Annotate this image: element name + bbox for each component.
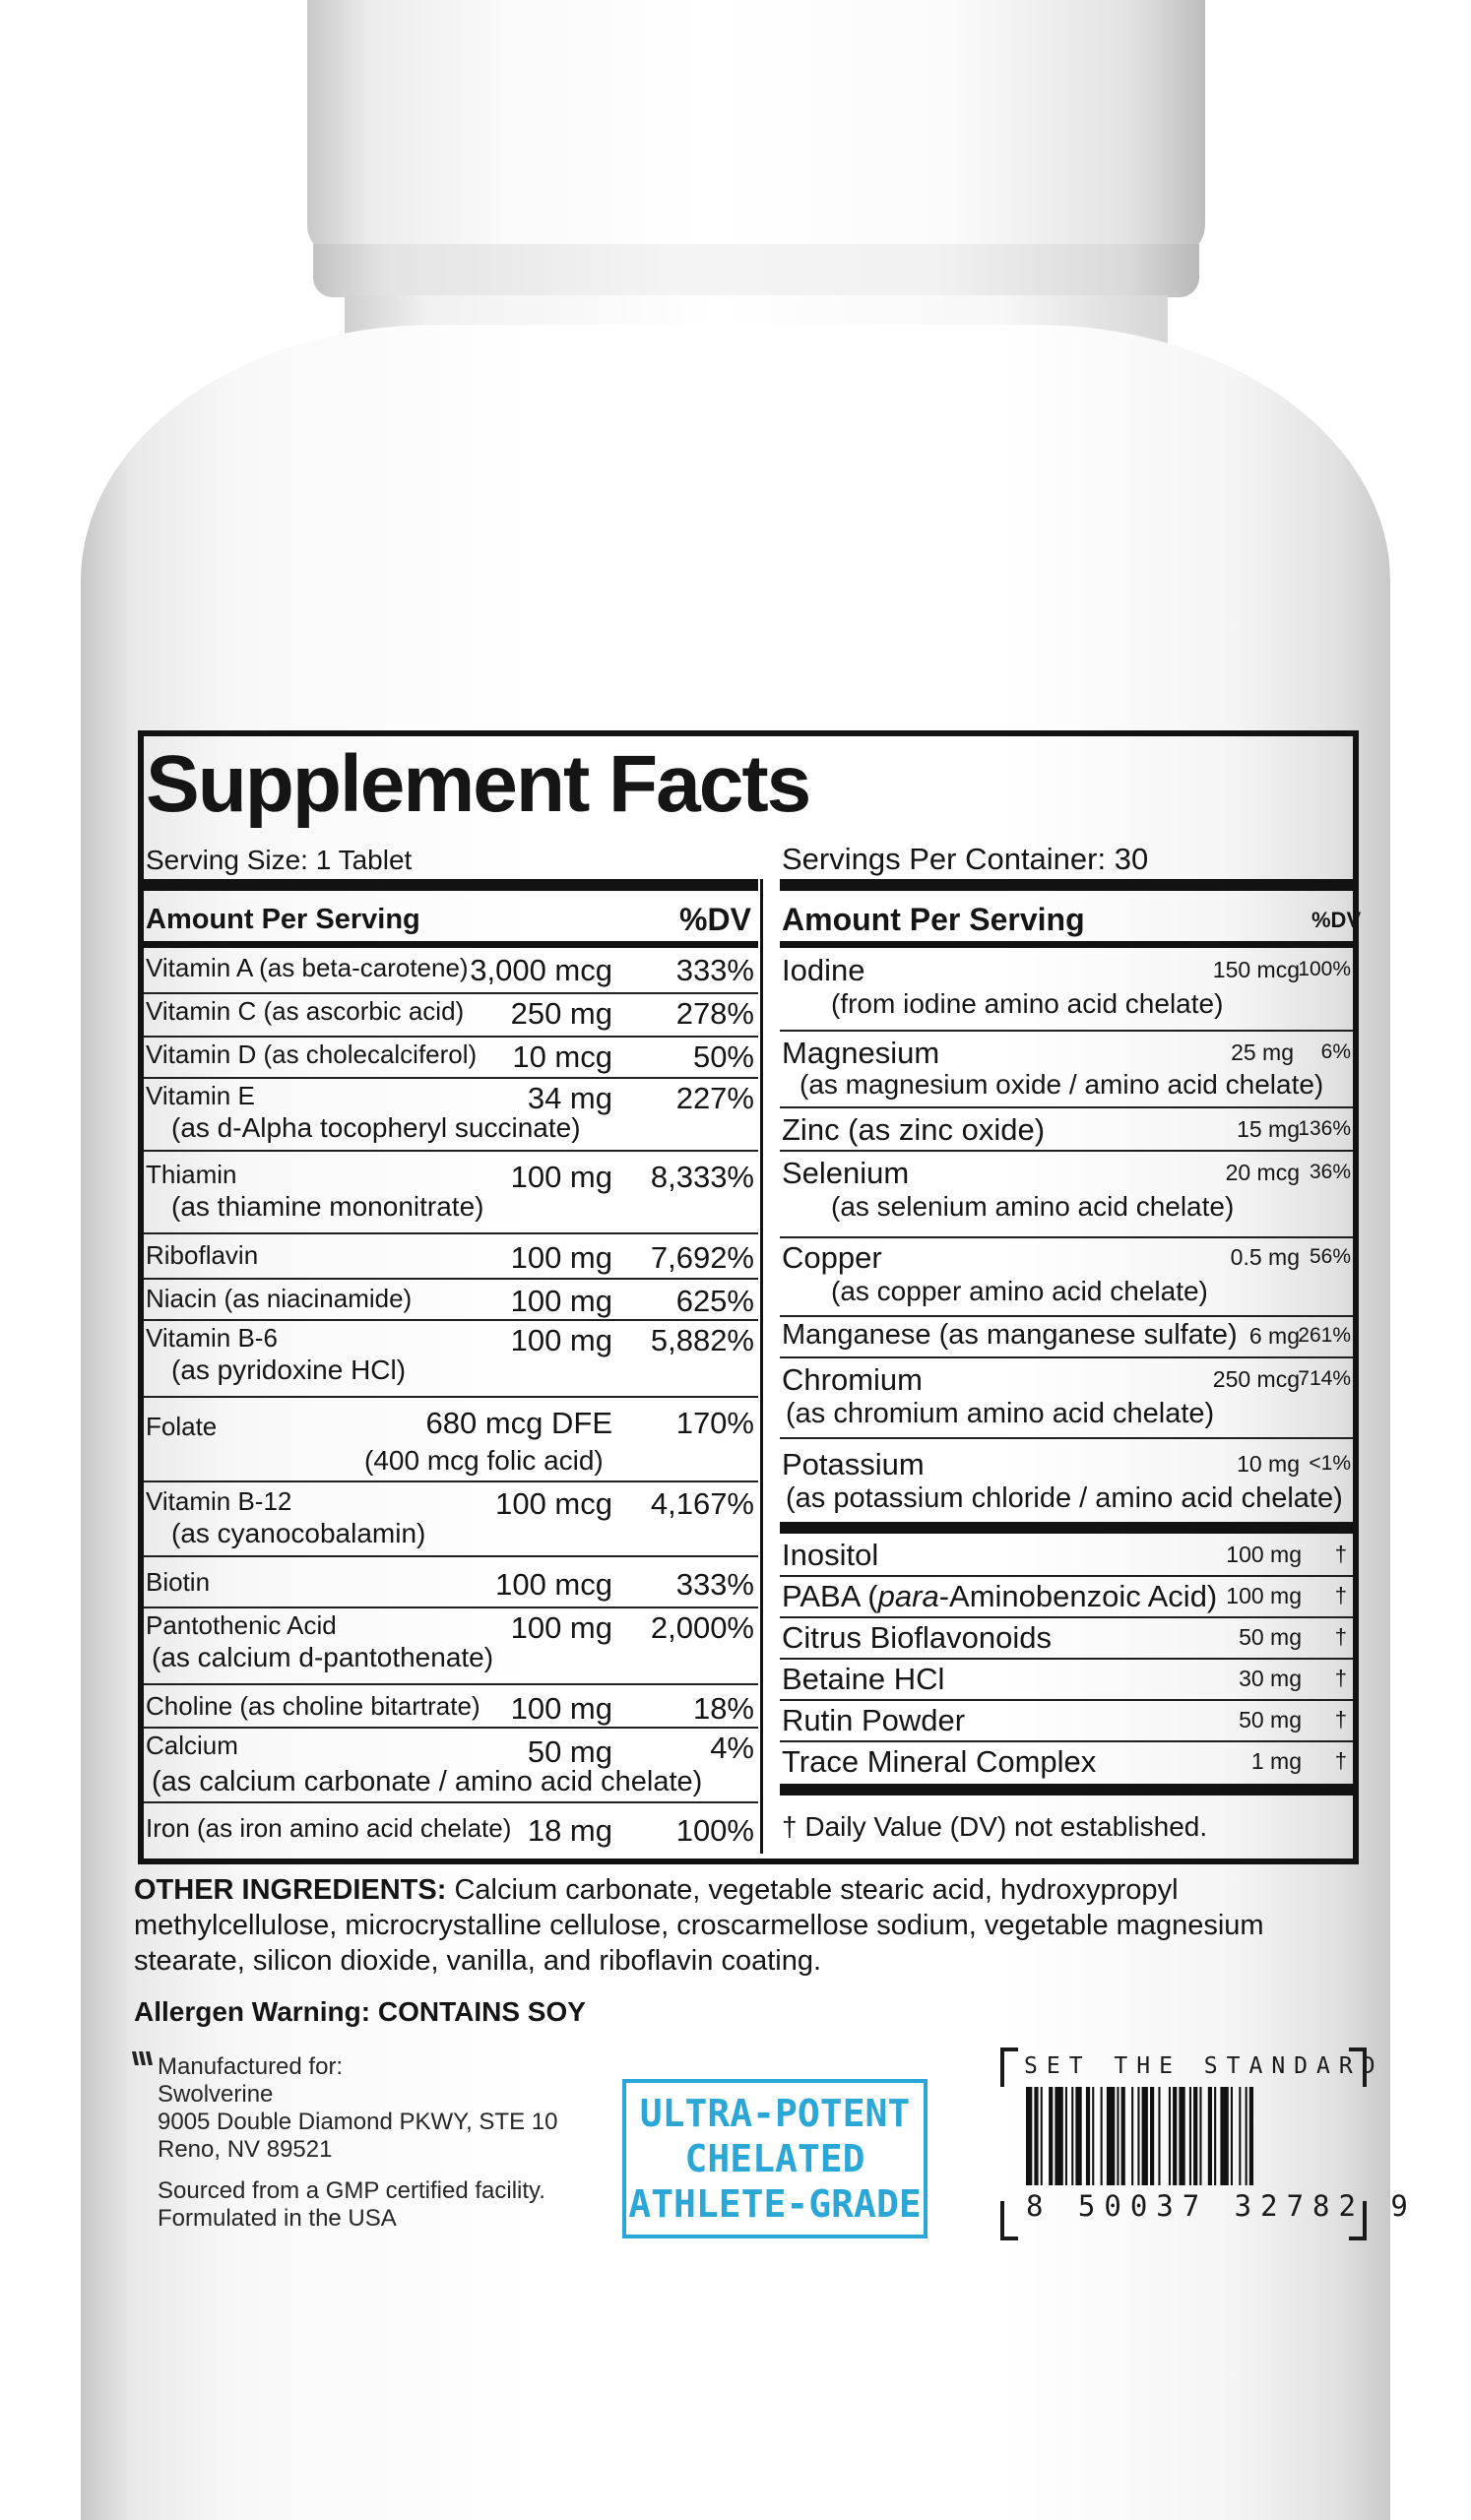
subheader-rule-left [144,941,758,948]
ingredient-dv: † [1334,1748,1347,1773]
nutrient-name: Vitamin E [146,1081,255,1110]
ultra-potent-badge [622,2079,927,2238]
nutrient-amount: 100 mg [510,1610,612,1645]
ingredient-amount: 100 mg [1226,1542,1302,1567]
ingredient-name: Betaine HCl [782,1662,945,1696]
nutrient-row [146,1083,756,1146]
nutrient-row [146,998,756,1034]
nutrient-dv: 227% [675,1081,754,1115]
ingredient-dv: † [1334,1583,1347,1607]
nutrient-amount: 10 mcg [512,1040,612,1074]
nutrient-dv: 333% [675,1567,754,1602]
nutrient-source: (as cyanocobalamin) [171,1518,426,1548]
ingredient-row [782,1540,1351,1575]
ingredient-dv: † [1334,1624,1347,1649]
ingredient-row [782,1622,1351,1658]
nutrient-amount: 34 mg [527,1081,612,1115]
nutrient-source: (as selenium amino acid chelate) [831,1191,1235,1222]
badge-line-3: ATHLETE-GRADE [628,2182,922,2226]
brand-mark-icon [132,2051,154,2070]
nutrient-amount: 18 mg [527,1813,612,1848]
nutrient-name: Vitamin C (as ascorbic acid) [146,996,465,1026]
nutrient-amount: 10 mg [1237,1451,1300,1477]
nutrient-name: Riboflavin [146,1240,259,1270]
brand-name: Swolverine [158,2081,274,2108]
gmp-statement: Sourced from a GMP certified facility. [158,2177,545,2204]
nutrient-dv: 625% [675,1284,754,1318]
nutrient-dv: 2,000% [650,1610,754,1645]
nutrient-dv: 8,333% [650,1160,754,1194]
right-dv-header: %DV [1311,908,1362,932]
nutrient-dv: 18% [692,1691,754,1726]
ingredient-row [782,1664,1351,1699]
nutrient-source: (as d-Alpha tocopheryl succinate) [171,1112,581,1143]
nutrient-dv: 136% [1298,1117,1351,1140]
nutrient-row [782,1114,1351,1150]
nutrient-source: (as chromium amino acid chelate) [786,1398,1215,1429]
ingredient-amount: 1 mg [1250,1748,1302,1774]
nutrient-amount: 15 mg [1237,1116,1300,1142]
nutrient-row [782,1364,1351,1433]
ingredient-name: Inositol [782,1538,879,1572]
nutrient-amount: 100 mg [510,1160,612,1194]
other-ingredients [134,1872,1375,1979]
nutrient-dv: 36% [1309,1161,1351,1183]
nutrient-name: Chromium [782,1362,923,1397]
set-the-standard-tagline: SET THE STANDARD [1024,2053,1384,2079]
origin-statement: Formulated in the USA [158,2205,397,2232]
nutrient-amount: 100 mg [510,1284,612,1318]
nutrient-row [146,1242,756,1278]
nutrient-name: Biotin [146,1567,211,1597]
nutrient-name: Vitamin A (as beta-carotene) [146,953,469,982]
allergen-label: Allergen Warning: [134,1996,371,2027]
nutrient-amount: 20 mcg [1225,1160,1300,1185]
nutrient-source: (as copper amino acid chelate) [831,1276,1208,1306]
serving-size: Serving Size: 1 Tablet [146,845,413,875]
ingredient-dv: † [1334,1666,1347,1690]
ingredient-name: Trace Mineral Complex [782,1744,1097,1779]
nutrient-row [146,1488,756,1551]
nutrient-row [146,1041,756,1077]
nutrient-name: Pantothenic Acid [146,1610,337,1640]
nutrient-row [146,1569,756,1605]
nutrient-amount: 50 mg [527,1734,612,1769]
nutrient-dv: 56% [1309,1245,1351,1268]
nutrient-name: Zinc (as zinc oxide) [782,1112,1046,1147]
ingredient-amount: 50 mg [1239,1624,1302,1650]
nutrient-dv: 261% [1298,1324,1351,1347]
nutrient-dv: 333% [675,953,754,987]
nutrient-dv: 100% [675,1813,754,1848]
nutrient-name: Selenium [782,1156,910,1190]
nutrient-row [146,1732,756,1796]
subheader-rule-right [780,941,1353,948]
nutrient-amount: 0.5 mg [1230,1244,1300,1270]
nutrient-amount: 250 mg [510,996,612,1031]
nutrient-row [146,1325,756,1388]
manufactured-for: Manufactured for: [158,2053,344,2080]
nutrient-source: (as calcium carbonate / amino acid chelate) [152,1766,703,1797]
upc-number: 8 50037 32782 9 [1026,2189,1417,2223]
nutrient-row [782,1449,1351,1518]
nutrient-dv: 170% [675,1406,754,1440]
badge-line-2: CHELATED [684,2137,865,2180]
servings-per-container: Servings Per Container: 30 [782,842,1149,876]
header-rule-right [780,879,1353,891]
nutrient-name: Vitamin B-6 [146,1323,278,1353]
nutrient-row [146,1815,756,1851]
nutrient-dv: 100% [1298,958,1351,980]
nutrient-row [782,1321,1351,1356]
nutrient-amount: 680 mcg DFE [425,1406,612,1440]
other-ingredients-rule [780,1522,1353,1534]
ingredient-name: PABA (para-Aminobenzoic Acid) [782,1579,1218,1613]
nutrient-row [146,1612,756,1675]
daily-value-footnote: † Daily Value (DV) not established. [782,1811,1208,1842]
nutrient-dv: 7,692% [650,1240,754,1275]
nutrient-name: Folate [146,1412,218,1441]
nutrient-row [146,1408,756,1479]
barcode-icon [1022,2087,1347,2185]
nutrient-dv: 278% [675,996,754,1031]
ingredient-row [782,1581,1351,1616]
allergen-warning [134,1996,586,2028]
right-amount-header: Amount Per Serving [782,902,1085,937]
nutrient-dv: 714% [1298,1367,1351,1390]
nutrient-source: (as pyridoxine HCl) [171,1354,407,1385]
nutrient-dv: 5,882% [650,1323,754,1357]
ingredient-name: Rutin Powder [782,1703,966,1737]
nutrient-amount: 100 mcg [495,1567,612,1602]
nutrient-name: Vitamin B-12 [146,1486,292,1516]
nutrient-row [146,1693,756,1729]
nutrient-name: Copper [782,1240,882,1275]
left-dv-header: %DV [679,902,751,937]
nutrient-amount: 6 mg [1248,1323,1300,1349]
nutrient-row [146,1162,756,1225]
nutrient-name: Manganese (as manganese sulfate) [782,1319,1238,1351]
badge-line-1: ULTRA-POTENT [639,2092,911,2135]
ingredient-row [782,1746,1351,1782]
nutrient-row [782,955,1351,1024]
address-line-2: Reno, NV 89521 [158,2136,333,2163]
nutrient-name: Calcium [146,1731,238,1760]
header-rule-left [144,879,758,891]
nutrient-amount: 100 mg [510,1323,612,1357]
nutrient-name: Thiamin [146,1160,237,1189]
ingredient-amount: 30 mg [1239,1666,1302,1691]
other-ingredients-label: OTHER INGREDIENTS: [134,1874,447,1906]
nutrient-amount: 250 mcg [1212,1366,1300,1392]
nutrient-source: (from iodine amino acid chelate) [831,988,1224,1019]
other-ingredients-text: Calcium carbonate, vegetable stearic acid, hydroxypropyl methylcellulose, microcrystalline cellulose, croscarmellose sodium, vegetable magnesium stearate, silicon dioxide, vanilla, and riboflavin coating. [134,1874,1264,1977]
nutrient-dv: 4% [710,1731,754,1765]
footnote-rule [780,1784,1353,1796]
nutrient-row [782,1242,1351,1309]
nutrient-row [146,955,756,990]
nutrient-name: Vitamin D (as cholecalciferol) [146,1040,478,1069]
nutrient-source: (as magnesium oxide / amino acid chelate) [799,1069,1324,1100]
nutrient-amount: 100 mg [510,1691,612,1726]
allergen-value: CONTAINS SOY [377,1996,586,2027]
nutrient-amount: 100 mcg [495,1486,612,1521]
nutrient-dv: <1% [1309,1452,1351,1475]
ingredient-dv: † [1334,1542,1347,1566]
ingredient-name: Citrus Bioflavonoids [782,1620,1052,1655]
nutrient-source: (as potassium chloride / amino acid chelate) [786,1482,1343,1514]
address-line-1: 9005 Double Diamond PKWY, STE 10 [158,2109,558,2135]
nutrient-name: Iodine [782,953,865,987]
ingredient-row [782,1705,1351,1740]
manufacturer-info [158,2053,630,2233]
nutrient-name: Magnesium [782,1036,940,1070]
nutrient-amount: 100 mg [510,1240,612,1275]
nutrient-amount: 3,000 mcg [470,953,612,987]
supplement-facts-title: Supplement Facts [146,739,810,829]
barcode-block [1000,2048,1417,2240]
nutrient-row [782,1038,1351,1102]
nutrient-name: Iron (as iron amino acid chelate) [146,1813,512,1843]
nutrient-row [146,1286,756,1321]
nutrient-amount: 25 mg [1231,1040,1294,1065]
nutrient-row [782,1158,1351,1227]
nutrient-amount: 150 mcg [1212,957,1300,982]
nutrient-dv: 6% [1320,1040,1351,1063]
ingredient-amount: 50 mg [1239,1707,1302,1732]
nutrient-name: Choline (as choline bitartrate) [146,1691,480,1721]
nutrient-name: Niacin (as niacinamide) [146,1284,413,1313]
left-amount-header: Amount Per Serving [146,904,420,935]
nutrient-dv: 4,167% [650,1486,754,1521]
nutrient-dv: 50% [692,1040,754,1074]
ingredient-dv: † [1334,1707,1347,1732]
nutrient-source: (as thiamine mononitrate) [171,1191,484,1222]
nutrient-source: (as calcium d-pantothenate) [152,1642,494,1672]
nutrient-source: (400 mcg folic acid) [364,1445,604,1476]
column-divider [760,879,763,1854]
nutrient-name: Potassium [782,1447,925,1481]
ingredient-amount: 100 mg [1226,1583,1302,1608]
